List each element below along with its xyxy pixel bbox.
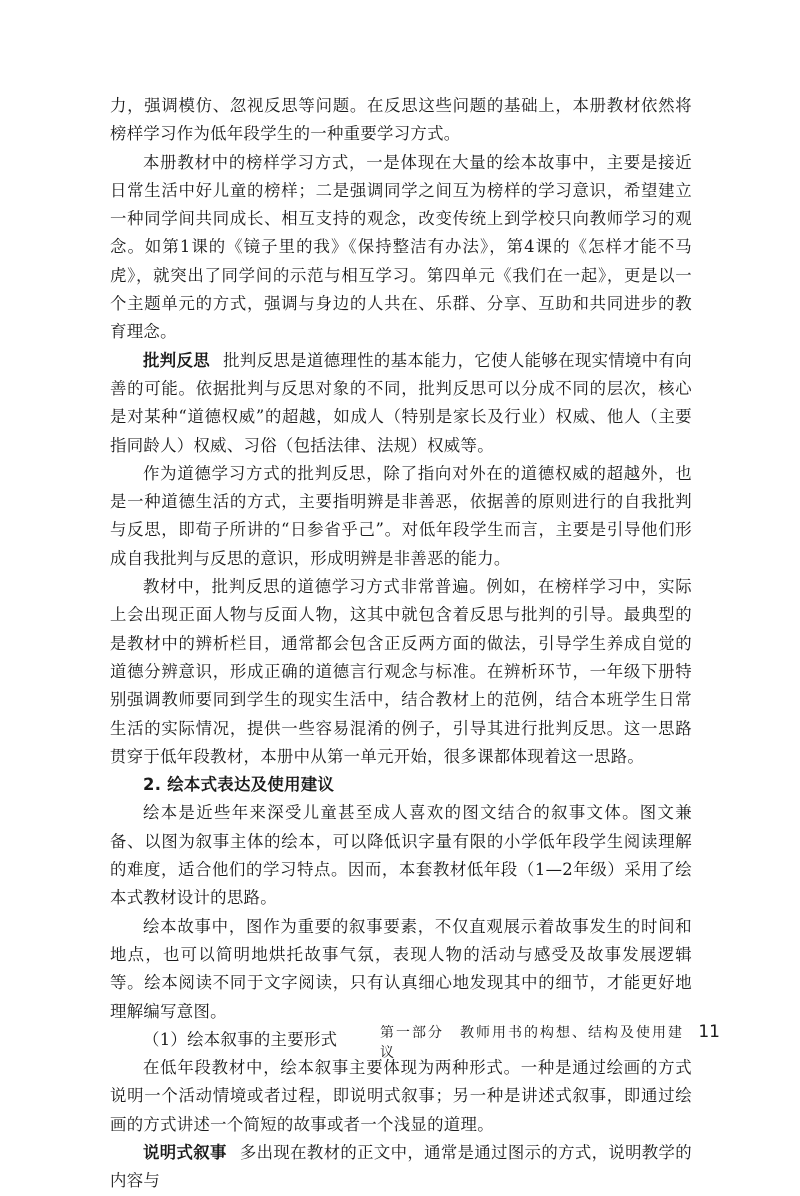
paragraph: （1）绘本叙事的主要形式 — [143, 1029, 338, 1049]
page-footer — [380, 1022, 720, 1062]
paragraph: 作为道德学习方式的批判反思，除了指向对外在的道德权威的超越外，也是一种道德生活的方式，主要指明辨是非善恶，依据善的原则进行的自我批判与反思，即荀子所讲的“日参省乎己”。对低年段学生而言，主要是引导他们形成自我批判与反思的意识，形成明辨是非善恶的能力。 — [110, 463, 692, 568]
paragraph: 在低年段教材中，绘本叙事主要体现为两种形式。一种是通过绘画的方式说明一个活动情境或者过程，即说明式叙事；另一种是讲述式叙事，即通过绘画的方式讲述一个简短的故事或者一个浅显的道理。 — [110, 1058, 692, 1134]
paragraph: 教材中，批判反思的道德学习方式非常普遍。例如，在榜样学习中，实际上会出现正面人物与反面人物，这其中就包含着反思与批判的引导。最典型的是教材中的辨析栏目，通常都会包含正反两方面的做法，引导学生养成自觉的道德分辨意识，形成正确的道德言行观念与标准。在辨析环节，一年级下册特别强调教师要同到学生的现实生活中，结合教材上的范例，结合本班学生日常生活的实际情况，提供一些容易混淆的例子，引导其进行批判反思。这一思路贯穿于低年段教材，本册中从第一单元开始，很多课都体现着这一思路。 — [110, 577, 692, 766]
paragraph-lead-term: 说明式叙事 — [143, 1142, 227, 1162]
paragraph-text: 多出现在教材的正文中，通常是通过图示的方式，说明教学的内容与 — [110, 1142, 692, 1191]
paragraph — [110, 347, 692, 460]
paragraph-text: 批判反思是道德理性的基本能力，它使人能够在现实情境中有向善的可能。依据批判与反思对象的不同，批判反思可以分成不同的层次，核心是对某种“道德权威”的超越，如成人（特别是家长及行业）权威、他人（主要指同龄人）权威、习俗（包括法律、法规）权威等。 — [110, 350, 692, 455]
paragraph — [110, 1139, 692, 1196]
running-footer: 第一部分 教师用书的构想、结构及使用建议 — [380, 1025, 684, 1061]
page-number: 11 — [698, 1022, 720, 1042]
section-heading: 2. 绘本式表达及使用建议 — [143, 775, 335, 795]
paragraph: 力，强调模仿、忽视反思等问题。在反思这些问题的基础上，本册教材依然将榜样学习作为低年段学生的一种重要学习方式。 — [110, 96, 692, 144]
paragraph-lead-term: 批判反思 — [143, 350, 210, 370]
paragraph: 绘本是近些年来深受儿童甚至成人喜欢的图文结合的叙事文体。图文兼备、以图为叙事主体的绘本，可以降低识字量有限的小学低年段学生阅读理解的难度，适合他们的学习特点。因而，本套教材低年段（1—2年级）采用了绘本式教材设计的思路。 — [110, 803, 692, 908]
paragraph: 绘本故事中，图作为重要的叙事要素，不仅直观展示着故事发生的时间和地点，也可以简明地烘托故事气氛，表现人物的活动与感受及故事发展逻辑等。绘本阅读不同于文字阅读，只有认真细心地发现其中的细节，才能更好地理解编写意图。 — [110, 916, 692, 1021]
paragraph: 本册教材中的榜样学习方式，一是体现在大量的绘本故事中，主要是接近日常生活中好儿童的榜样；二是强调同学之间互为榜样的学习意识，希望建立一种同学间共同成长、相互支持的观念，改变传统上到学校只向教师学习的观念。如第1课的《镜子里的我》《保持整洁有办法》，第4课的《怎样才能不马虎》，就突出了同学间的示范与相互学习。第四单元《我们在一起》，更是以一个主题单元的方式，强调与身边的人共在、乐群、分享、互助和共同进步的教育理念。 — [110, 152, 692, 342]
